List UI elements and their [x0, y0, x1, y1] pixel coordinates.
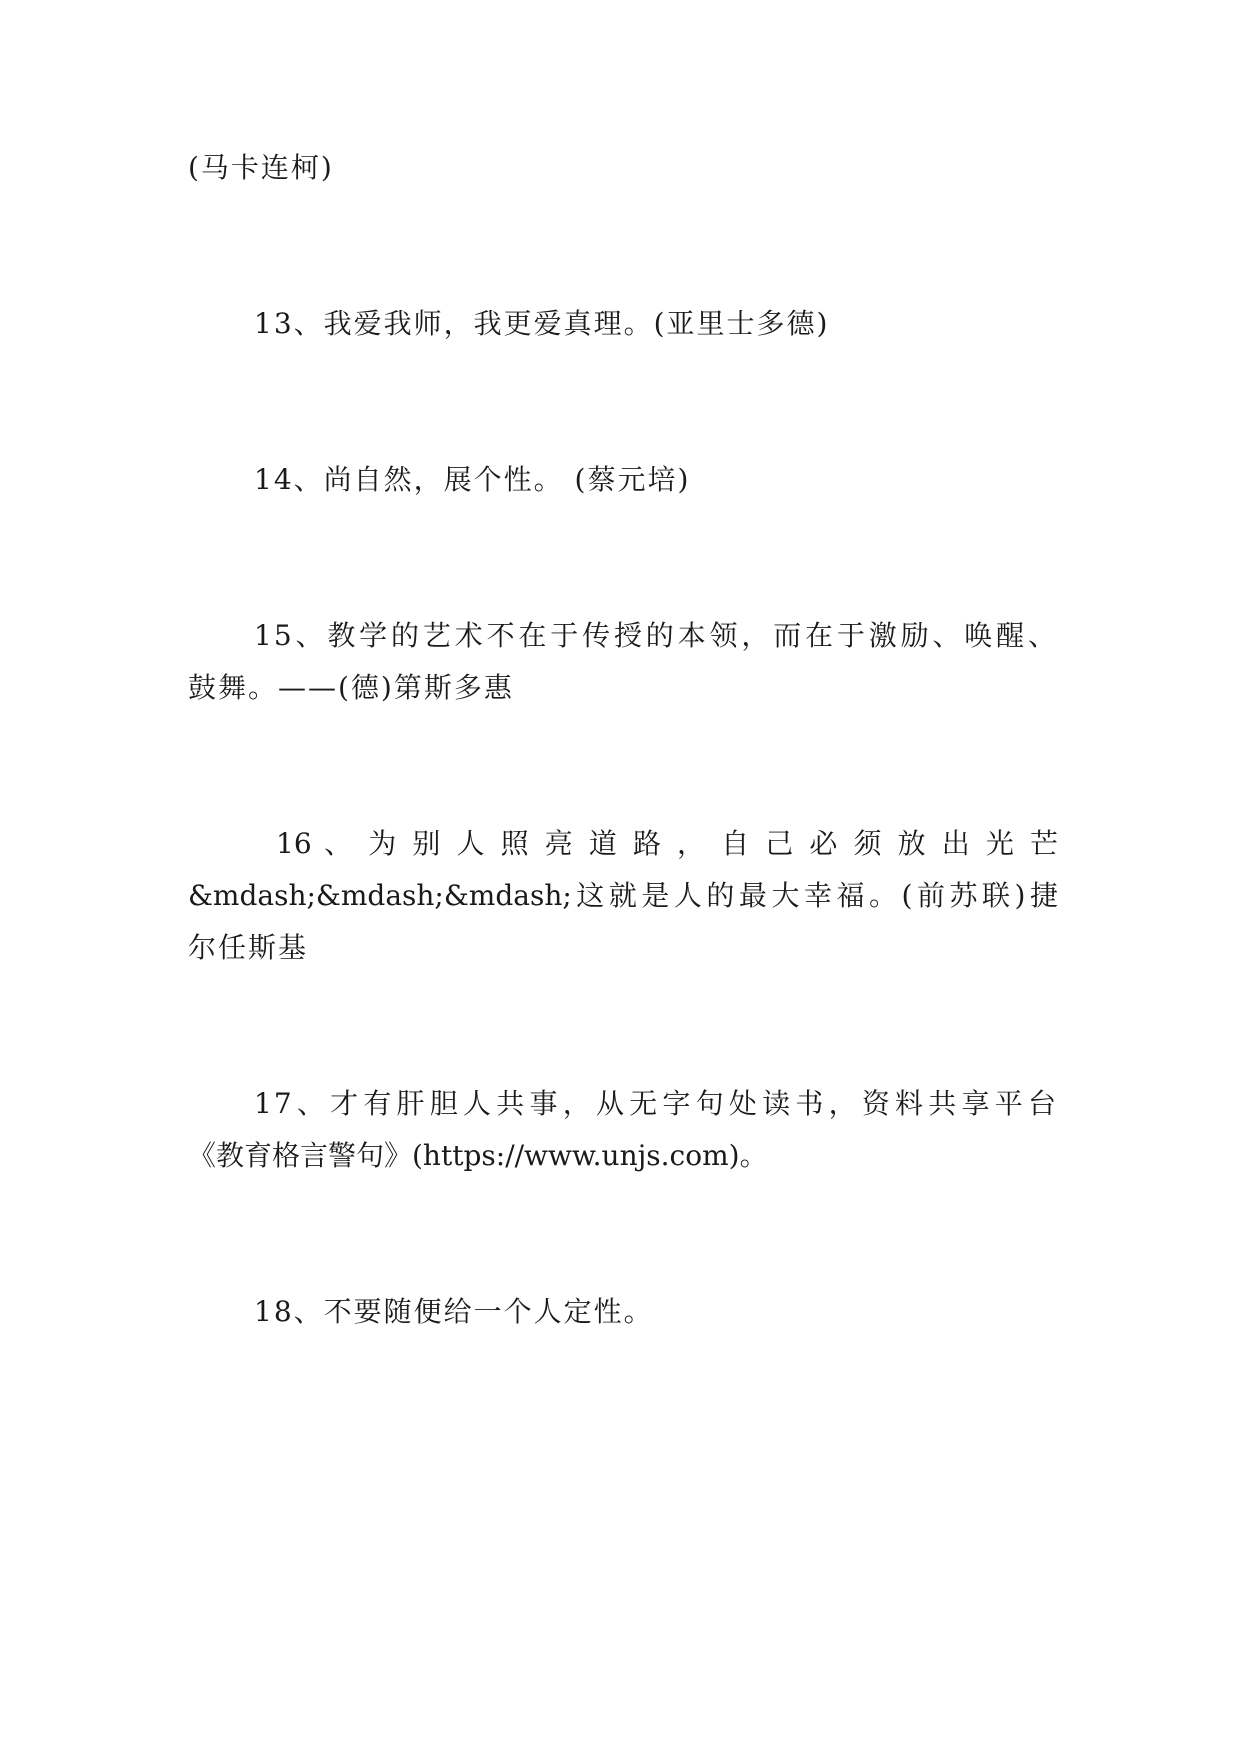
quote-16-line-3: 尔任斯基: [188, 931, 309, 964]
quote-15-line-2: 鼓舞。——(德)第斯多惠: [188, 671, 514, 704]
quote-13: 13、我爱我师，我更爱真理。(亚里士多德): [254, 307, 830, 340]
attribution-line: (马卡连柯): [188, 151, 334, 184]
quote-14: 14、尚自然，展个性。 (蔡元培): [254, 463, 691, 496]
quote-17-line-2: 《教育格言警句》(https://www.unjs.com)。: [188, 1139, 768, 1172]
quote-15-line-1: 15、教学的艺术不在于传授的本领，而在于激励、唤醒、: [254, 619, 1058, 652]
quote-17-line-1: 17、才有肝胆人共事，从无字句处读书，资料共享平台: [254, 1087, 1058, 1120]
quote-18: 18、不要随便给一个人定性。: [254, 1295, 654, 1328]
quote-16-line-2: &mdash;&mdash;&mdash;这就是人的最大幸福。(前苏联)捷: [188, 879, 1058, 912]
quote-16-line-1: 16 、 为 别 人 照 亮 道 路 ， 自 己 必 须 放 出 光 芒: [276, 827, 1058, 860]
